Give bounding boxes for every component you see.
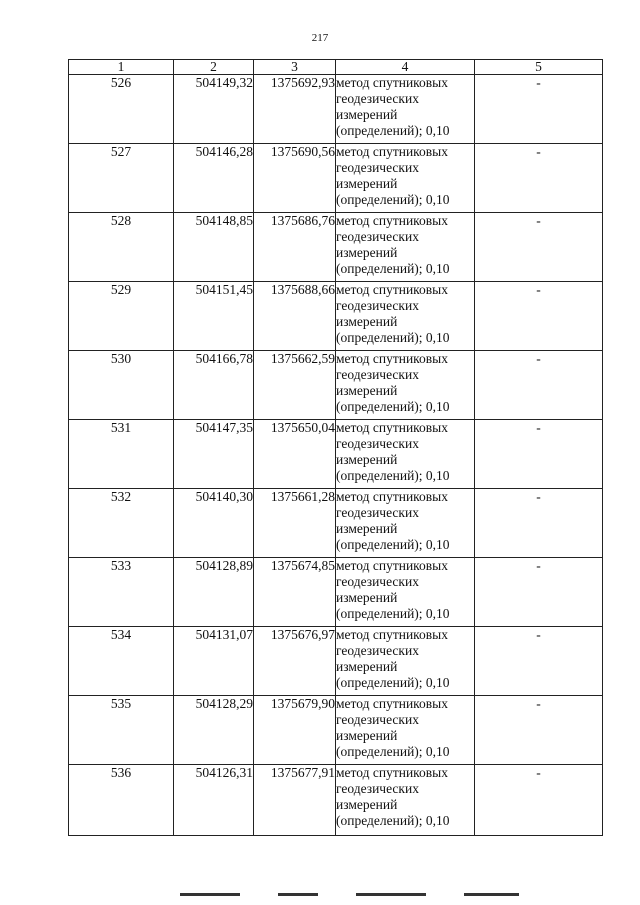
- y-coordinate-cell: 1375662,59: [254, 351, 336, 420]
- y-coordinate-cell: 1375661,28: [254, 489, 336, 558]
- method-cell: [336, 489, 475, 558]
- x-coordinate-cell: 504128,89: [174, 558, 254, 627]
- method-line: (определений); 0,10: [336, 744, 450, 759]
- method-line: измерений: [336, 245, 398, 260]
- method-line: (определений); 0,10: [336, 813, 450, 828]
- point-number-cell: 533: [69, 558, 174, 627]
- x-coordinate-cell: 504151,45: [174, 282, 254, 351]
- point-number-cell: 532: [69, 489, 174, 558]
- method-line: метод спутниковых: [336, 75, 448, 90]
- method-line: геодезических: [336, 436, 419, 451]
- x-coordinate-cell: 504131,07: [174, 627, 254, 696]
- y-coordinate-cell: 1375650,04: [254, 420, 336, 489]
- method-line: (определений); 0,10: [336, 399, 450, 414]
- method-cell: [336, 282, 475, 351]
- header-col-2: 2: [174, 60, 254, 75]
- method-cell: [336, 144, 475, 213]
- table-row: [69, 420, 603, 489]
- x-coordinate-cell: 504149,32: [174, 75, 254, 144]
- method-line: геодезических: [336, 91, 419, 106]
- method-line: метод спутниковых: [336, 282, 448, 297]
- table-row: [69, 144, 603, 213]
- note-cell: -: [475, 351, 603, 420]
- method-line: геодезических: [336, 160, 419, 175]
- note-cell: -: [475, 696, 603, 765]
- note-cell: -: [475, 420, 603, 489]
- method-line: геодезических: [336, 298, 419, 313]
- method-line: метод спутниковых: [336, 558, 448, 573]
- coordinates-table: [68, 59, 603, 836]
- method-line: (определений); 0,10: [336, 675, 450, 690]
- method-line: измерений: [336, 452, 398, 467]
- table-body: [69, 75, 603, 836]
- x-coordinate-cell: 504166,78: [174, 351, 254, 420]
- method-line: измерений: [336, 107, 398, 122]
- method-line: (определений); 0,10: [336, 123, 450, 138]
- method-line: (определений); 0,10: [336, 261, 450, 276]
- point-number-cell: 526: [69, 75, 174, 144]
- method-line: (определений); 0,10: [336, 606, 450, 621]
- y-coordinate-cell: 1375676,97: [254, 627, 336, 696]
- method-line: геодезических: [336, 367, 419, 382]
- method-line: (определений); 0,10: [336, 330, 450, 345]
- method-line: метод спутниковых: [336, 420, 448, 435]
- method-line: измерений: [336, 383, 398, 398]
- table-row: [69, 696, 603, 765]
- point-number-cell: 536: [69, 765, 174, 836]
- table-row: [69, 627, 603, 696]
- x-coordinate-cell: 504140,30: [174, 489, 254, 558]
- method-cell: [336, 627, 475, 696]
- note-cell: -: [475, 489, 603, 558]
- y-coordinate-cell: 1375677,91: [254, 765, 336, 836]
- point-number-cell: 527: [69, 144, 174, 213]
- x-coordinate-cell: 504147,35: [174, 420, 254, 489]
- method-line: (определений); 0,10: [336, 192, 450, 207]
- table-row: [69, 765, 603, 836]
- point-number-cell: 535: [69, 696, 174, 765]
- table-row: [69, 75, 603, 144]
- x-coordinate-cell: 504126,31: [174, 765, 254, 836]
- method-cell: [336, 75, 475, 144]
- method-line: измерений: [336, 797, 398, 812]
- method-line: измерений: [336, 728, 398, 743]
- method-cell: [336, 558, 475, 627]
- point-number-cell: 529: [69, 282, 174, 351]
- header-col-1: 1: [69, 60, 174, 75]
- y-coordinate-cell: 1375674,85: [254, 558, 336, 627]
- method-line: метод спутниковых: [336, 144, 448, 159]
- x-coordinate-cell: 504128,29: [174, 696, 254, 765]
- method-line: (определений); 0,10: [336, 537, 450, 552]
- header-col-4: 4: [336, 60, 475, 75]
- method-line: измерений: [336, 521, 398, 536]
- note-cell: -: [475, 75, 603, 144]
- note-cell: -: [475, 627, 603, 696]
- method-line: геодезических: [336, 229, 419, 244]
- table-row: [69, 489, 603, 558]
- method-line: геодезических: [336, 781, 419, 796]
- method-cell: [336, 213, 475, 282]
- method-line: метод спутниковых: [336, 489, 448, 504]
- method-cell: [336, 765, 475, 836]
- header-col-5: 5: [475, 60, 603, 75]
- table-row: [69, 282, 603, 351]
- page-number: 217: [311, 32, 329, 44]
- method-line: геодезических: [336, 574, 419, 589]
- method-line: метод спутниковых: [336, 765, 448, 780]
- cut-off-text-line: [180, 893, 610, 903]
- note-cell: -: [475, 558, 603, 627]
- point-number-cell: 530: [69, 351, 174, 420]
- method-line: метод спутниковых: [336, 696, 448, 711]
- table-header-row: [69, 60, 603, 75]
- y-coordinate-cell: 1375679,90: [254, 696, 336, 765]
- table-row: [69, 558, 603, 627]
- x-coordinate-cell: 504146,28: [174, 144, 254, 213]
- point-number-cell: 531: [69, 420, 174, 489]
- x-coordinate-cell: 504148,85: [174, 213, 254, 282]
- y-coordinate-cell: 1375688,66: [254, 282, 336, 351]
- header-col-3: 3: [254, 60, 336, 75]
- method-cell: [336, 420, 475, 489]
- note-cell: -: [475, 282, 603, 351]
- method-line: измерений: [336, 176, 398, 191]
- method-cell: [336, 351, 475, 420]
- method-line: измерений: [336, 314, 398, 329]
- method-line: измерений: [336, 590, 398, 605]
- point-number-cell: 534: [69, 627, 174, 696]
- note-cell: -: [475, 213, 603, 282]
- table-row: [69, 351, 603, 420]
- method-line: (определений); 0,10: [336, 468, 450, 483]
- method-line: метод спутниковых: [336, 351, 448, 366]
- method-cell: [336, 696, 475, 765]
- method-line: метод спутниковых: [336, 627, 448, 642]
- point-number-cell: 528: [69, 213, 174, 282]
- method-line: метод спутниковых: [336, 213, 448, 228]
- method-line: геодезических: [336, 505, 419, 520]
- method-line: геодезических: [336, 712, 419, 727]
- note-cell: -: [475, 765, 603, 836]
- y-coordinate-cell: 1375692,93: [254, 75, 336, 144]
- note-cell: -: [475, 144, 603, 213]
- y-coordinate-cell: 1375686,76: [254, 213, 336, 282]
- table-row: [69, 213, 603, 282]
- y-coordinate-cell: 1375690,56: [254, 144, 336, 213]
- method-line: измерений: [336, 659, 398, 674]
- method-line: геодезических: [336, 643, 419, 658]
